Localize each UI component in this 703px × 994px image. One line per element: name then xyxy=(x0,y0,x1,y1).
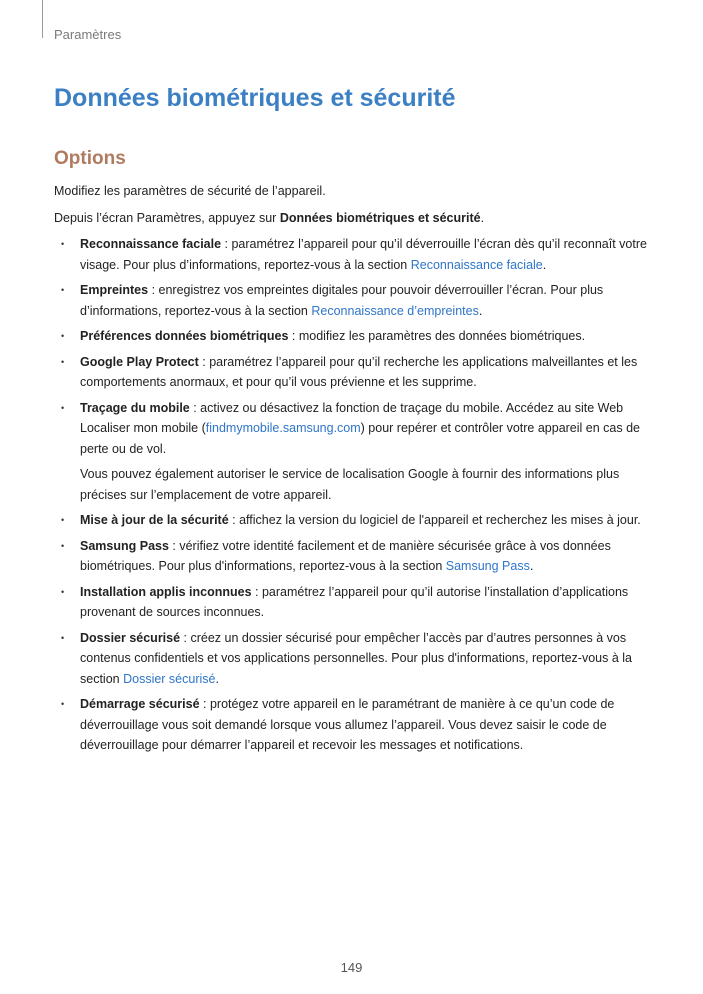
item-text: : enregistrez vos empreintes digitales pour pouvoir déverrouiller l’écran. Pour plus d’informations, reportez-vous à la section xyxy=(80,283,604,318)
page-title: Données biométriques et sécurité xyxy=(54,84,456,112)
item-after: . xyxy=(215,671,219,686)
instruction-bold: Données biométriques et sécurité xyxy=(279,210,481,225)
item-term: Installation applis inconnues xyxy=(80,584,252,599)
item-term: Mise à jour de la sécurité xyxy=(80,513,229,527)
item-term: Empreintes xyxy=(80,283,149,297)
link-reconnaissance-empreintes[interactable]: Reconnaissance d’empreintes xyxy=(311,303,479,318)
item-text: : créez un dossier sécurisé pour empêcher l’accès par d’autres personnes à vos contenus confidentiels et vos applications personnelles. Pour plus d'informations, reportez-vous à la section xyxy=(80,630,633,686)
item-text: : affichez la version du logiciel de l'appareil et recherchez les mises à jour. xyxy=(228,513,641,527)
instruction-paragraph xyxy=(54,208,656,229)
item-after: . xyxy=(542,257,547,272)
item-term: Reconnaissance faciale xyxy=(80,237,222,251)
item-text: : protégez votre appareil en le paramétrant de manière à ce qu’un code de déverrouillage vous soit demandé lorsque vous allumez l’appareil. Vous devez saisir le code de déverrouillage pour démarrer l’appareil et recevoir les messages et notifications. xyxy=(80,697,615,752)
item-term: Démarrage sécurisé xyxy=(80,697,200,711)
section-header: Paramètres xyxy=(54,27,122,42)
item-text: : paramétrez l’appareil pour qu’il recherche les applications malveillantes et les comportements anormaux, et pour qu’il vous prévienne et les supprime. xyxy=(80,354,638,389)
options-list-continued xyxy=(54,510,656,756)
list-item-biometric-preferences xyxy=(54,326,656,347)
instruction-prefix: Depuis l’écran Paramètres, appuyez sur xyxy=(54,210,280,225)
list-item-unknown-apps xyxy=(54,582,656,623)
intro-paragraph: Modifiez les paramètres de sécurité de l’appareil. xyxy=(54,184,326,198)
instruction-suffix: . xyxy=(480,210,485,225)
item-term: Samsung Pass xyxy=(80,538,169,553)
link-dossier-securise[interactable]: Dossier sécurisé xyxy=(123,671,216,686)
item-term: Dossier sécurisé xyxy=(80,630,181,645)
item-text: : modifiez les paramètres des données biométriques. xyxy=(288,329,586,343)
item-text: : vérifiez votre identité facilement et de manière sécurisée grâce à vos données biométriques. Pour plus d'informations, reportez-vous à la section xyxy=(80,538,611,573)
find-my-mobile-note: Vous pouvez également autoriser le service de localisation Google à fournir des informations plus précises sur l’emplacement de votre appareil. xyxy=(80,467,620,502)
list-item-samsung-pass xyxy=(54,536,656,577)
header-rule xyxy=(42,0,43,38)
list-item-fingerprints xyxy=(54,280,656,321)
item-text: : paramétrez l’appareil pour qu’il autorise l’installation d’applications provenant de sources inconnues. xyxy=(80,584,629,619)
item-term: Google Play Protect xyxy=(80,354,199,369)
item-after: . xyxy=(529,559,534,573)
list-item-find-my-mobile xyxy=(54,398,656,460)
item-term: Préférences données biométriques xyxy=(80,329,289,343)
list-item-google-play-protect xyxy=(54,352,656,393)
link-samsung-pass[interactable]: Samsung Pass xyxy=(445,559,530,573)
item-after: ) pour repérer et contrôler votre appareil en cas de perte ou de vol. xyxy=(80,421,640,456)
item-text: : activez ou désactivez la fonction de traçage du mobile. Accédez au site Web Localiser mon mobile ( xyxy=(80,400,624,435)
item-term: Traçage du mobile xyxy=(80,400,190,415)
page-number: 149 xyxy=(340,960,363,975)
link-reconnaissance-faciale[interactable]: Reconnaissance faciale xyxy=(410,257,543,272)
item-text: : paramétrez l’appareil pour qu’il déverrouille l’écran dès qu’il reconnaît votre visage. Pour plus d’informations, reportez-vous à la section xyxy=(80,237,647,272)
list-item-secure-folder xyxy=(54,628,656,690)
link-findmymobile[interactable]: findmymobile.samsung.com xyxy=(205,421,361,435)
list-item-security-update xyxy=(54,510,656,531)
list-item-face-recognition xyxy=(54,234,656,275)
section-subheading: Options xyxy=(54,148,126,169)
options-list xyxy=(54,234,656,459)
page-content xyxy=(54,181,656,761)
list-item-secure-startup xyxy=(54,694,656,756)
item-after: . xyxy=(478,303,483,318)
